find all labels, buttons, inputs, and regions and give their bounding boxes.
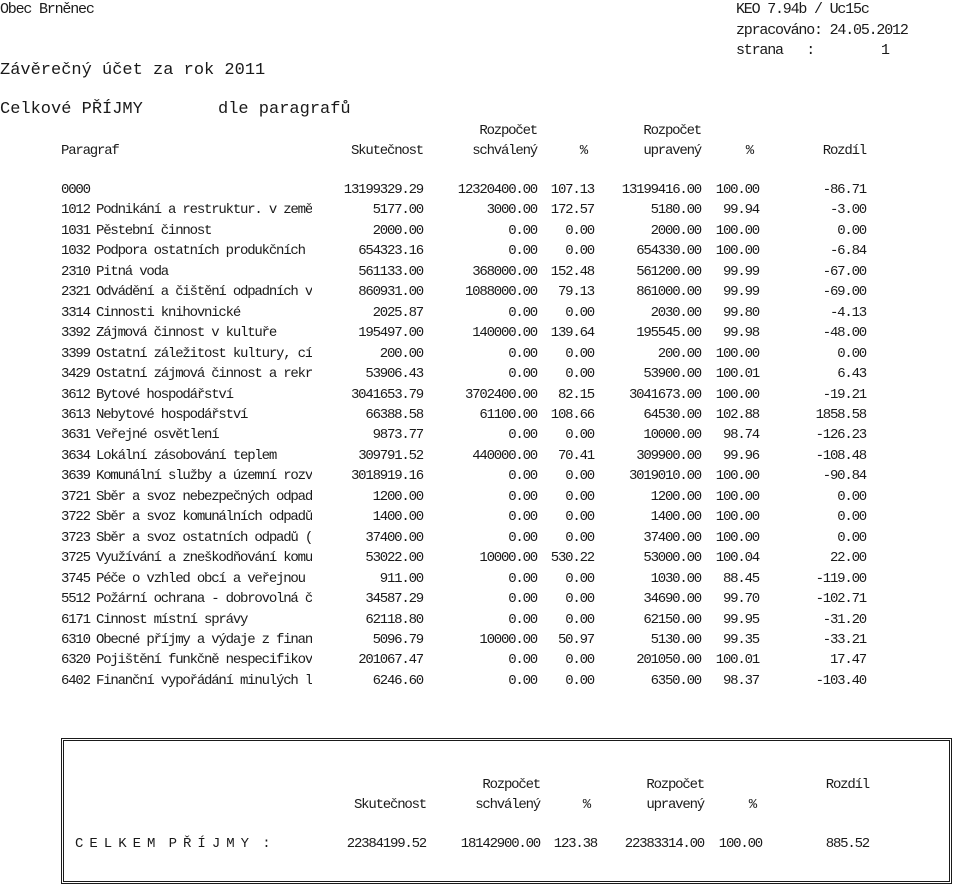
row-code: 0000: [61, 182, 90, 198]
table-row: [0, 572, 960, 592]
row-name: Komunální služby a územní rozv: [96, 469, 312, 484]
row-skut: 860931.00: [358, 284, 423, 301]
row-skut: 561133.00: [358, 263, 423, 280]
table-row: [0, 531, 960, 551]
row-name: Péče o vzhled obcí a veřejnou: [96, 571, 305, 586]
row-pct2: 100.00: [715, 488, 759, 505]
row-upr: 5130.00: [650, 631, 701, 648]
row-upr: 309900.00: [636, 447, 701, 464]
row-upr: 34690.00: [643, 591, 701, 607]
row-pct2: 99.35: [722, 631, 759, 648]
table-row: [0, 347, 960, 367]
row-pct2: 102.88: [715, 406, 759, 423]
row-upr: 64530.00: [643, 406, 701, 423]
row-upr: 195545.00: [636, 325, 701, 342]
summary-header-upraveny: upravený: [646, 797, 704, 813]
header-paragraf: Paragraf: [61, 143, 119, 159]
row-pct1: 0.00: [565, 345, 594, 362]
table-row: [0, 224, 960, 244]
row-upr: 6350.00: [650, 672, 701, 689]
row-upr: 5180.00: [650, 202, 701, 219]
row-pct2: 99.99: [722, 284, 759, 301]
row-upr: 3041673.00: [628, 386, 701, 403]
row-skut: 3018919.16: [350, 468, 423, 485]
row-code: 3634: [61, 447, 90, 464]
row-schv: 61100.00: [479, 406, 537, 423]
row-skut: 53022.00: [365, 550, 423, 567]
row-upr: 13199416.00: [621, 182, 701, 198]
header-rozpocet-upraveny-top: Rozpočet: [643, 123, 701, 139]
header-percent-1: %: [579, 143, 587, 159]
row-rozd: -119.00: [815, 570, 866, 587]
row-upr: 1400.00: [650, 509, 701, 526]
row-upr: 2030.00: [650, 304, 701, 321]
header-rozdil: Rozdíl: [822, 143, 866, 159]
row-pct1: 0.00: [565, 509, 594, 526]
row-rozd: -6.84: [829, 243, 866, 260]
row-rozd: -33.21: [822, 631, 866, 648]
row-pct2: 99.80: [722, 304, 759, 321]
row-skut: 1200.00: [372, 488, 423, 505]
row-schv: 368000.00: [472, 263, 537, 280]
table-row: [0, 388, 960, 408]
row-upr: 200.00: [657, 345, 701, 362]
row-code: 3745: [61, 570, 90, 587]
row-code: 1031: [61, 222, 90, 239]
row-skut: 53906.43: [365, 366, 423, 382]
table-row: [0, 653, 960, 673]
row-pct2: 100.01: [715, 366, 759, 382]
row-upr: 10000.00: [643, 427, 701, 444]
row-pct1: 70.41: [557, 447, 594, 464]
row-pct2: 100.00: [715, 345, 759, 362]
page-number: 1: [881, 42, 889, 59]
row-pct1: 82.15: [557, 386, 594, 403]
row-pct1: 139.64: [550, 325, 594, 342]
row-code: 1032: [61, 243, 90, 260]
header-schvaleny: schválený: [472, 143, 537, 159]
row-upr: 53000.00: [643, 550, 701, 567]
row-rozd: 0.00: [837, 345, 866, 362]
row-schv: 0.00: [508, 672, 537, 689]
table-row: [0, 367, 960, 387]
summary-upraveny: 22383314.00: [624, 836, 704, 852]
row-code: 3723: [61, 529, 90, 546]
row-pct2: 100.00: [715, 509, 759, 526]
row-upr: 861000.00: [636, 284, 701, 301]
row-rozd: -67.00: [822, 263, 866, 280]
row-schv: 10000.00: [479, 631, 537, 648]
row-pct2: 88.45: [722, 570, 759, 587]
row-upr: 37400.00: [643, 529, 701, 546]
row-code: 1012: [61, 202, 90, 219]
row-pct1: 172.57: [550, 202, 594, 219]
summary-header-percent-2: %: [748, 797, 756, 813]
row-rozd: -102.71: [815, 591, 866, 607]
table-row: [0, 265, 960, 285]
row-pct2: 99.99: [722, 263, 759, 280]
table-row: [0, 244, 960, 264]
row-skut: 9873.77: [372, 427, 423, 444]
row-upr: 1200.00: [650, 488, 701, 505]
summary-skutecnost: 22384199.52: [346, 836, 426, 852]
header-skutecnost: Skutečnost: [350, 143, 423, 159]
row-pct1: 0.00: [565, 591, 594, 607]
row-name: Činnost místní správy: [96, 612, 248, 627]
row-rozd: -103.40: [815, 672, 866, 689]
row-pct1: 0.00: [565, 570, 594, 587]
row-name: Pěstební činnost: [96, 223, 212, 238]
row-skut: 62118.80: [365, 611, 423, 628]
row-schv: 0.00: [508, 611, 537, 628]
row-rozd: 0.00: [837, 222, 866, 239]
row-schv: 0.00: [508, 468, 537, 485]
row-name: Ostatní zájmová činnost a rekr: [96, 367, 312, 381]
row-schv: 0.00: [508, 488, 537, 505]
row-code: 6320: [61, 652, 90, 669]
row-code: 3721: [61, 488, 90, 505]
row-pct1: 0.00: [565, 304, 594, 321]
row-pct1: 107.13: [550, 182, 594, 198]
table-row: [0, 183, 960, 203]
page-label: strana :: [736, 42, 815, 59]
row-name: Zájmová činnost v kultuře: [96, 326, 277, 341]
summary-header-rozdil: Rozdíl: [825, 777, 869, 793]
row-pct1: 0.00: [565, 222, 594, 239]
row-schv: 0.00: [508, 509, 537, 526]
table-row: [0, 285, 960, 305]
row-name: Obecné příjmy a výdaje z finan: [96, 632, 312, 647]
row-schv: 12320400.00: [457, 182, 537, 198]
row-code: 3613: [61, 406, 90, 423]
municipality-name: Obec Brněnec: [0, 1, 94, 18]
row-pct2: 99.70: [722, 591, 759, 607]
row-pct1: 79.13: [557, 284, 594, 301]
row-pct1: 0.00: [565, 672, 594, 689]
row-pct1: 0.00: [565, 468, 594, 485]
row-skut: 309791.52: [358, 447, 423, 464]
row-name: Sběr a svoz ostatních odpadů (: [96, 530, 312, 545]
table-row: [0, 306, 960, 326]
summary-schvaleny: 18142900.00: [460, 836, 540, 852]
row-pct2: 100.00: [715, 386, 759, 403]
table-row: [0, 428, 960, 448]
row-code: 2321: [61, 284, 90, 301]
row-rozd: -3.00: [829, 202, 866, 219]
row-name: Činnosti knihovnické: [96, 305, 241, 320]
table-row: [0, 613, 960, 633]
header-percent-2: %: [745, 143, 753, 159]
row-schv: 0.00: [508, 345, 537, 362]
row-code: 2310: [61, 263, 90, 280]
row-pct1: 152.48: [550, 263, 594, 280]
row-code: 3631: [61, 427, 90, 444]
summary-header-rozpocet-1: Rozpočet: [482, 777, 540, 793]
row-rozd: 0.00: [837, 509, 866, 526]
row-schv: 10000.00: [479, 550, 537, 567]
row-pct2: 99.94: [722, 202, 759, 219]
summary-percent-2: 100.00: [718, 836, 762, 852]
row-upr: 62150.00: [643, 611, 701, 628]
row-code: 3314: [61, 304, 90, 321]
row-skut: 654323.16: [358, 243, 423, 260]
row-schv: 3000.00: [486, 202, 537, 219]
row-skut: 5096.79: [372, 631, 423, 648]
row-rozd: -126.23: [815, 427, 866, 444]
row-rozd: -4.13: [829, 304, 866, 321]
table-row: [0, 408, 960, 428]
summary-header-percent-1: %: [582, 797, 590, 813]
row-pct1: 0.00: [565, 366, 594, 382]
row-pct1: 0.00: [565, 427, 594, 444]
header-upraveny: upravený: [643, 143, 701, 159]
row-pct2: 99.98: [722, 325, 759, 342]
row-rozd: 0.00: [837, 488, 866, 505]
row-upr: 654330.00: [636, 243, 701, 260]
row-name: Veřejné osvětlení: [96, 428, 219, 443]
row-name: Požární ochrana - dobrovolná č: [96, 592, 312, 606]
row-code: 5512: [61, 591, 90, 607]
row-pct1: 108.66: [550, 406, 594, 423]
row-skut: 2000.00: [372, 222, 423, 239]
summary-rozdil: 885.52: [825, 836, 869, 852]
table-row: [0, 510, 960, 530]
section-title: Celkové PŘÍJMY: [0, 100, 143, 119]
row-rozd: 0.00: [837, 529, 866, 546]
summary-box: [61, 738, 952, 884]
row-name: Podpora ostatních produkčních: [96, 244, 305, 259]
table-row: [0, 469, 960, 489]
row-rozd: -19.21: [822, 386, 866, 403]
row-rozd: 1858.58: [815, 406, 866, 423]
row-pct2: 99.95: [722, 611, 759, 628]
row-skut: 66388.58: [365, 406, 423, 423]
row-upr: 2000.00: [650, 222, 701, 239]
summary-total-label: C E L K E M P Ř Í J M Y :: [75, 836, 270, 852]
row-rozd: -31.20: [822, 611, 866, 628]
row-skut: 201067.47: [358, 652, 423, 669]
row-code: 3725: [61, 550, 90, 567]
table-row: [0, 203, 960, 223]
row-skut: 34587.29: [365, 591, 423, 607]
table-row: [0, 551, 960, 571]
row-code: 6402: [61, 672, 90, 689]
row-skut: 195497.00: [358, 325, 423, 342]
row-name: Nebytové hospodářství: [96, 407, 248, 422]
row-name: Lokální zásobování teplem: [96, 448, 277, 463]
row-upr: 53900.00: [643, 366, 701, 382]
row-rozd: 17.47: [829, 652, 866, 669]
section-subtitle: dle paragrafů: [218, 100, 351, 119]
row-pct2: 98.74: [722, 427, 759, 444]
row-code: 3722: [61, 509, 90, 526]
row-name: Finanční vypořádání minulých l: [96, 673, 312, 688]
row-pct2: 100.00: [715, 182, 759, 198]
table-row: [0, 449, 960, 469]
row-name: Podnikání a restruktur. v země: [96, 203, 312, 218]
row-schv: 0.00: [508, 652, 537, 669]
summary-header-rozpocet-2: Rozpočet: [646, 777, 704, 793]
row-pct2: 98.37: [722, 672, 759, 689]
row-skut: 911.00: [379, 570, 423, 587]
row-code: 6310: [61, 631, 90, 648]
row-schv: 440000.00: [472, 447, 537, 464]
row-name: Bytové hospodářství: [96, 387, 233, 402]
report-title: Závěrečný účet za rok 2011: [0, 61, 266, 80]
row-schv: 0.00: [508, 222, 537, 239]
row-rozd: -90.84: [822, 468, 866, 485]
row-skut: 200.00: [379, 345, 423, 362]
row-code: 3392: [61, 325, 90, 342]
table-row: [0, 326, 960, 346]
row-name: Pitná voda: [96, 264, 169, 279]
row-schv: 0.00: [508, 304, 537, 321]
row-code: 3612: [61, 386, 90, 403]
row-schv: 0.00: [508, 366, 537, 382]
row-name: Využívání a zneškodňování komu: [96, 551, 312, 566]
row-name: Ostatní záležitost kultury, cí: [96, 346, 312, 361]
row-schv: 0.00: [508, 243, 537, 260]
row-upr: 1030.00: [650, 570, 701, 587]
row-skut: 5177.00: [372, 202, 423, 219]
row-pct2: 100.00: [715, 529, 759, 546]
row-code: 3399: [61, 345, 90, 362]
row-rozd: -48.00: [822, 325, 866, 342]
row-rozd: -108.48: [815, 447, 866, 464]
row-code: 6171: [61, 611, 90, 628]
row-name: Odvádění a čištění odpadních v: [96, 285, 312, 300]
row-skut: 3041653.79: [350, 386, 423, 403]
row-upr: 3019010.00: [628, 468, 701, 485]
row-pct2: 100.01: [715, 652, 759, 669]
row-pct1: 50.97: [557, 631, 594, 648]
row-upr: 201050.00: [636, 652, 701, 669]
table-row: [0, 592, 960, 612]
row-rozd: -69.00: [822, 284, 866, 301]
row-pct2: 100.00: [715, 222, 759, 239]
row-schv: 0.00: [508, 427, 537, 444]
header-rozpocet-schvaleny-top: Rozpočet: [479, 123, 537, 139]
row-pct2: 100.04: [715, 550, 759, 567]
row-schv: 0.00: [508, 591, 537, 607]
row-pct2: 100.00: [715, 468, 759, 485]
row-skut: 6246.60: [372, 672, 423, 689]
summary-header-schvaleny: schválený: [475, 797, 540, 813]
row-skut: 13199329.29: [343, 182, 423, 198]
row-name: Sběr a svoz nebezpečných odpad: [96, 489, 312, 504]
row-pct1: 0.00: [565, 488, 594, 505]
row-skut: 37400.00: [365, 529, 423, 546]
row-upr: 561200.00: [636, 263, 701, 280]
row-code: 3429: [61, 366, 90, 382]
row-skut: 2025.87: [372, 304, 423, 321]
row-schv: 3702400.00: [464, 386, 537, 403]
row-pct1: 0.00: [565, 243, 594, 260]
row-rozd: 6.43: [837, 366, 866, 382]
processed-date: zpracováno: 24.05.2012: [736, 22, 908, 39]
table-row: [0, 674, 960, 694]
summary-percent-1: 123.38: [553, 836, 597, 852]
row-schv: 140000.00: [472, 325, 537, 342]
row-name: Sběr a svoz komunálních odpadů: [96, 510, 312, 525]
row-name: Pojištění funkčně nespecifikov: [96, 653, 312, 668]
row-schv: 1088000.00: [464, 284, 537, 301]
row-skut: 1400.00: [372, 509, 423, 526]
table-row: [0, 633, 960, 653]
row-pct2: 99.96: [722, 447, 759, 464]
table-row: [0, 490, 960, 510]
row-pct1: 0.00: [565, 529, 594, 546]
row-schv: 0.00: [508, 529, 537, 546]
row-schv: 0.00: [508, 570, 537, 587]
row-pct1: 530.22: [550, 550, 594, 567]
row-rozd: -86.71: [822, 182, 866, 198]
software-version: KEO 7.94b / Uc15c: [736, 1, 869, 18]
summary-header-skutecnost: Skutečnost: [353, 797, 426, 813]
row-pct1: 0.00: [565, 611, 594, 628]
row-pct1: 0.00: [565, 652, 594, 669]
row-pct2: 100.00: [715, 243, 759, 260]
row-rozd: 22.00: [829, 550, 866, 567]
row-code: 3639: [61, 468, 90, 485]
